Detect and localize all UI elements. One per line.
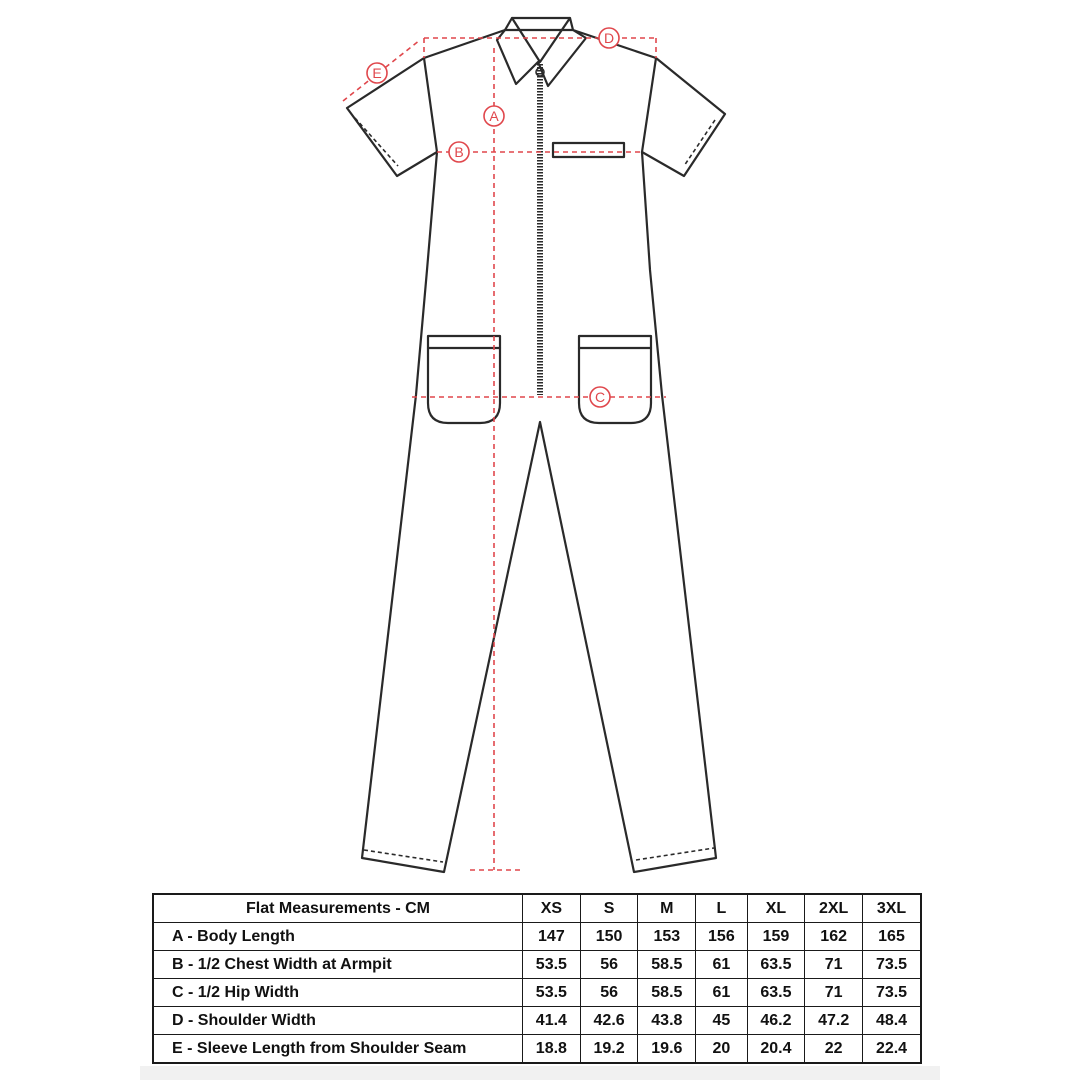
table-row	[153, 979, 921, 1007]
marker-b	[449, 142, 469, 162]
cell-value: 53.5	[523, 979, 581, 1007]
cell-value: 73.5	[863, 979, 921, 1007]
cell-value: 63.5	[747, 951, 805, 979]
table-title: Flat Measurements - CM	[153, 894, 523, 923]
cell-value: 71	[805, 951, 863, 979]
svg-text:C: C	[594, 389, 606, 405]
cell-value: 61	[696, 951, 747, 979]
cell-value: 19.6	[638, 1035, 696, 1064]
cell-value: 19.2	[580, 1035, 638, 1064]
size-header: S	[580, 894, 638, 923]
size-chart-table	[152, 893, 922, 1064]
row-label: B - 1/2 Chest Width at Armpit	[153, 951, 523, 979]
cell-value: 58.5	[638, 979, 696, 1007]
cell-value: 156	[696, 923, 747, 951]
cell-value: 63.5	[747, 979, 805, 1007]
row-label: C - 1/2 Hip Width	[153, 979, 523, 1007]
measurement-lines	[343, 38, 666, 870]
table-shadow	[140, 1066, 940, 1080]
cell-value: 61	[696, 979, 747, 1007]
size-header: XS	[523, 894, 581, 923]
cell-value: 58.5	[638, 951, 696, 979]
svg-text:B: B	[454, 144, 464, 160]
marker-c	[590, 387, 610, 407]
marker-d	[599, 28, 619, 48]
cell-value: 53.5	[523, 951, 581, 979]
cell-value: 71	[805, 979, 863, 1007]
size-header: XL	[747, 894, 805, 923]
table-row	[153, 1007, 921, 1035]
cell-value: 46.2	[747, 1007, 805, 1035]
table-row	[153, 923, 921, 951]
cell-value: 41.4	[523, 1007, 581, 1035]
size-header: 3XL	[863, 894, 921, 923]
row-label: D - Shoulder Width	[153, 1007, 523, 1035]
cell-value: 20	[696, 1035, 747, 1064]
cell-value: 150	[580, 923, 638, 951]
cell-value: 45	[696, 1007, 747, 1035]
cell-value: 47.2	[805, 1007, 863, 1035]
size-header: M	[638, 894, 696, 923]
row-label: E - Sleeve Length from Shoulder Seam	[153, 1035, 523, 1064]
cell-value: 147	[523, 923, 581, 951]
marker-a	[484, 106, 504, 126]
cell-value: 153	[638, 923, 696, 951]
cell-value: 56	[580, 979, 638, 1007]
size-header: L	[696, 894, 747, 923]
cell-value: 159	[747, 923, 805, 951]
svg-text:E: E	[372, 65, 382, 81]
marker-e	[367, 63, 387, 83]
cell-value: 18.8	[523, 1035, 581, 1064]
cell-value: 162	[805, 923, 863, 951]
cell-value: 22	[805, 1035, 863, 1064]
svg-text:A: A	[489, 108, 499, 124]
table-row	[153, 951, 921, 979]
table-row	[153, 1035, 921, 1064]
size-header: 2XL	[805, 894, 863, 923]
table-header-row	[153, 894, 921, 923]
cell-value: 20.4	[747, 1035, 805, 1064]
cell-value: 42.6	[580, 1007, 638, 1035]
cell-value: 43.8	[638, 1007, 696, 1035]
cell-value: 73.5	[863, 951, 921, 979]
cell-value: 165	[863, 923, 921, 951]
row-label: A - Body Length	[153, 923, 523, 951]
cell-value: 48.4	[863, 1007, 921, 1035]
cell-value: 22.4	[863, 1035, 921, 1064]
cell-value: 56	[580, 951, 638, 979]
svg-text:D: D	[603, 30, 615, 46]
jumpsuit-outline	[347, 18, 725, 872]
